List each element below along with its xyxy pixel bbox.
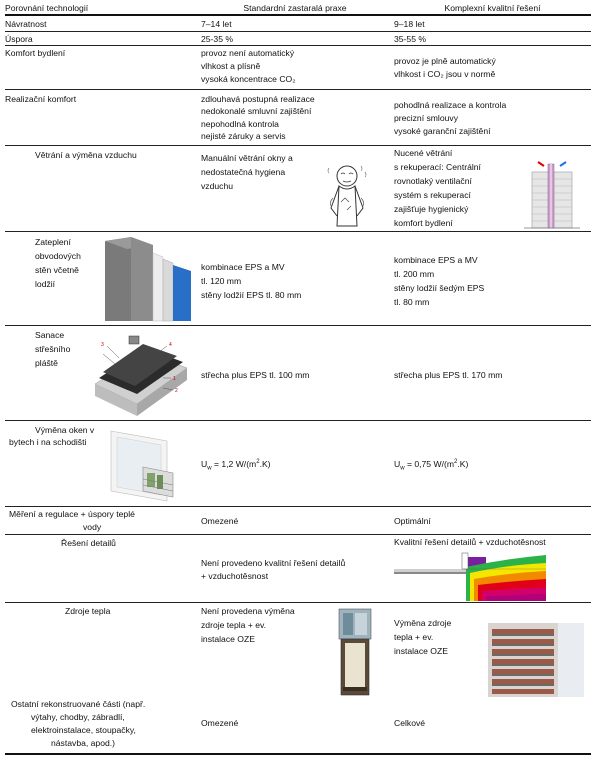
std-line: nedokonalé smluvní zajištění xyxy=(201,106,312,116)
std-line: zdlouhavá postupná realizace xyxy=(201,94,315,104)
komp-line: provoz je plně automatický xyxy=(394,56,496,66)
row-label: Komfort bydlení xyxy=(5,48,66,58)
callout-4: 4 xyxy=(169,342,172,348)
row-label: Realizační komfort xyxy=(5,94,77,104)
callout-3: 3 xyxy=(101,342,104,348)
thermal-detail-heatmap xyxy=(394,549,580,601)
row-label-line: Výměna oken v xyxy=(35,425,95,435)
std-line: Není provedena výměna xyxy=(201,606,295,616)
komp-line: vysoké garanční zajištění xyxy=(394,126,491,136)
window-profile-illustration xyxy=(107,427,177,505)
roof-layers-illustration xyxy=(93,332,189,418)
row-zatepleni xyxy=(5,232,591,326)
row-label-ostatni-line: výtahy, chodby, zábradlí, xyxy=(31,712,125,722)
std-line: tl. 120 mm xyxy=(201,276,242,286)
std-value: střecha plus EPS tl. 100 mm xyxy=(201,370,310,380)
std-line: nedostatečná hygiena xyxy=(201,167,286,177)
std-line: stěny lodžií EPS tl. 80 mm xyxy=(201,290,302,300)
building-facade-photo xyxy=(488,623,584,697)
row-sanace xyxy=(5,326,591,421)
komp-line: Výměna zdroje xyxy=(394,618,452,628)
row-label-line: obvodových xyxy=(35,251,81,261)
row-label: Větrání a výměna vzduchu xyxy=(35,150,137,160)
komp-line: pohodlná realizace a kontrola xyxy=(394,100,507,110)
std-line: nepohodlná kontrola xyxy=(201,119,279,129)
komp-value: střecha plus EPS tl. 170 mm xyxy=(394,370,503,380)
row-label-line: Zateplení xyxy=(35,237,71,247)
std-value: Omezené xyxy=(201,516,239,526)
row-label-line: pláště xyxy=(35,358,58,368)
row-label-ostatni-line: Ostatní rekonstruované části (např. xyxy=(11,699,146,709)
row-komfort xyxy=(5,46,591,90)
wall-insulation-illustration xyxy=(101,235,193,323)
header-col-standard: Standardní zastaralá praxe xyxy=(243,3,347,13)
row-realizace xyxy=(5,90,591,146)
callout-2: 2 xyxy=(175,388,178,394)
row-detaily xyxy=(5,535,591,603)
row-label-line: bytech i na schodišti xyxy=(9,437,87,447)
row-uspora xyxy=(5,32,591,46)
std-line: provoz není automatický xyxy=(201,48,295,58)
komp-line: kombinace EPS a MV xyxy=(394,255,478,265)
row-label-line: střešního xyxy=(35,344,71,354)
std-line: Manuální větrání okny a xyxy=(201,153,293,163)
building-ventilation-diagram xyxy=(524,154,580,228)
row-okna xyxy=(5,421,591,507)
row-label-zdroje: Zdroje tepla xyxy=(65,606,111,616)
row-label-ostatni-line: nástavba, apod.) xyxy=(51,738,116,748)
std-line: zdroje tepla + ev. xyxy=(201,620,267,630)
sweating-person-illustration xyxy=(321,158,381,228)
std-value: 25-35 % xyxy=(201,34,234,44)
komp-line: stěny lodžií šedým EPS xyxy=(394,283,485,293)
row-vetrani xyxy=(5,146,591,232)
std-line: kombinace EPS a MV xyxy=(201,262,285,272)
komp-value: Kvalitní řešení detailů + vzduchotěsnost xyxy=(394,537,546,547)
komp-line: tl. 80 mm xyxy=(394,297,430,307)
row-mereni xyxy=(5,507,591,535)
komp-value: 35-55 % xyxy=(394,34,427,44)
komp-value: Optimální xyxy=(394,516,431,526)
row-label: Úspora xyxy=(5,34,33,44)
row-label-line: Sanace xyxy=(35,330,65,340)
std-line: Není provedeno kvalitní řešení detailů xyxy=(201,558,346,568)
komp-line: instalace OZE xyxy=(394,646,448,656)
std-line: nejisté záruky a servis xyxy=(201,131,286,141)
table-bottom-rule xyxy=(5,753,591,755)
std-value: 7–14 let xyxy=(201,19,232,29)
std-line: + vzduchotěsnost xyxy=(201,571,269,581)
row-label-line: Měření a regulace + úspory teplé xyxy=(9,509,135,519)
komp-line: vlhkost i CO₂ jsou v normě xyxy=(394,69,496,79)
komp-line: systém s rekuperací xyxy=(394,190,471,200)
komp-line: zajišťuje hygienický xyxy=(394,204,469,214)
row-label-line: vody xyxy=(83,522,102,532)
komp-value-ostatni: Celkové xyxy=(394,718,426,728)
std-line: instalace OZE xyxy=(201,634,255,644)
callout-1: 1 xyxy=(173,376,176,382)
komp-line: precizní smlouvy xyxy=(394,113,458,123)
komp-line: tl. 200 mm xyxy=(394,269,435,279)
std-line: vlhkost a plísně xyxy=(201,61,261,71)
row-zdroje-ostatni xyxy=(5,603,591,753)
komp-line: Nucené větrání xyxy=(394,148,453,158)
komp-line: komfort bydlení xyxy=(394,218,453,228)
row-navratnost xyxy=(5,16,591,32)
row-label: Návratnost xyxy=(5,19,47,29)
komp-value: 9–18 let xyxy=(394,19,425,29)
komp-line: s rekuperací: Centrální xyxy=(394,162,481,172)
header-col-complex: Komplexní kvalitní řešení xyxy=(444,3,541,13)
std-line: vzduchu xyxy=(201,181,234,191)
std-line: vysoká koncentrace CO₂ xyxy=(201,74,296,84)
komp-line: rovnotlaký ventilační xyxy=(394,176,472,186)
komp-line: tepla + ev. xyxy=(394,632,434,642)
row-label-ostatni-line: elektroinstalace, stoupačky, xyxy=(31,725,136,735)
komp-uw-value: $U_w = 0,75$ $W/(m^2.K)$ xyxy=(394,458,469,472)
table-header xyxy=(5,0,591,16)
std-uw-value: $U_w = 1,2$ $W/(m^2.K)$ xyxy=(201,458,271,472)
row-label: Řešení detailů xyxy=(61,538,116,548)
row-label-line: stěn včetně xyxy=(35,265,79,275)
row-label-line: lodžií xyxy=(35,279,56,289)
header-col-technologies: Porovnání technologií xyxy=(5,3,89,13)
std-value-ostatni: Omezené xyxy=(201,718,239,728)
boiler-illustration xyxy=(337,607,373,695)
